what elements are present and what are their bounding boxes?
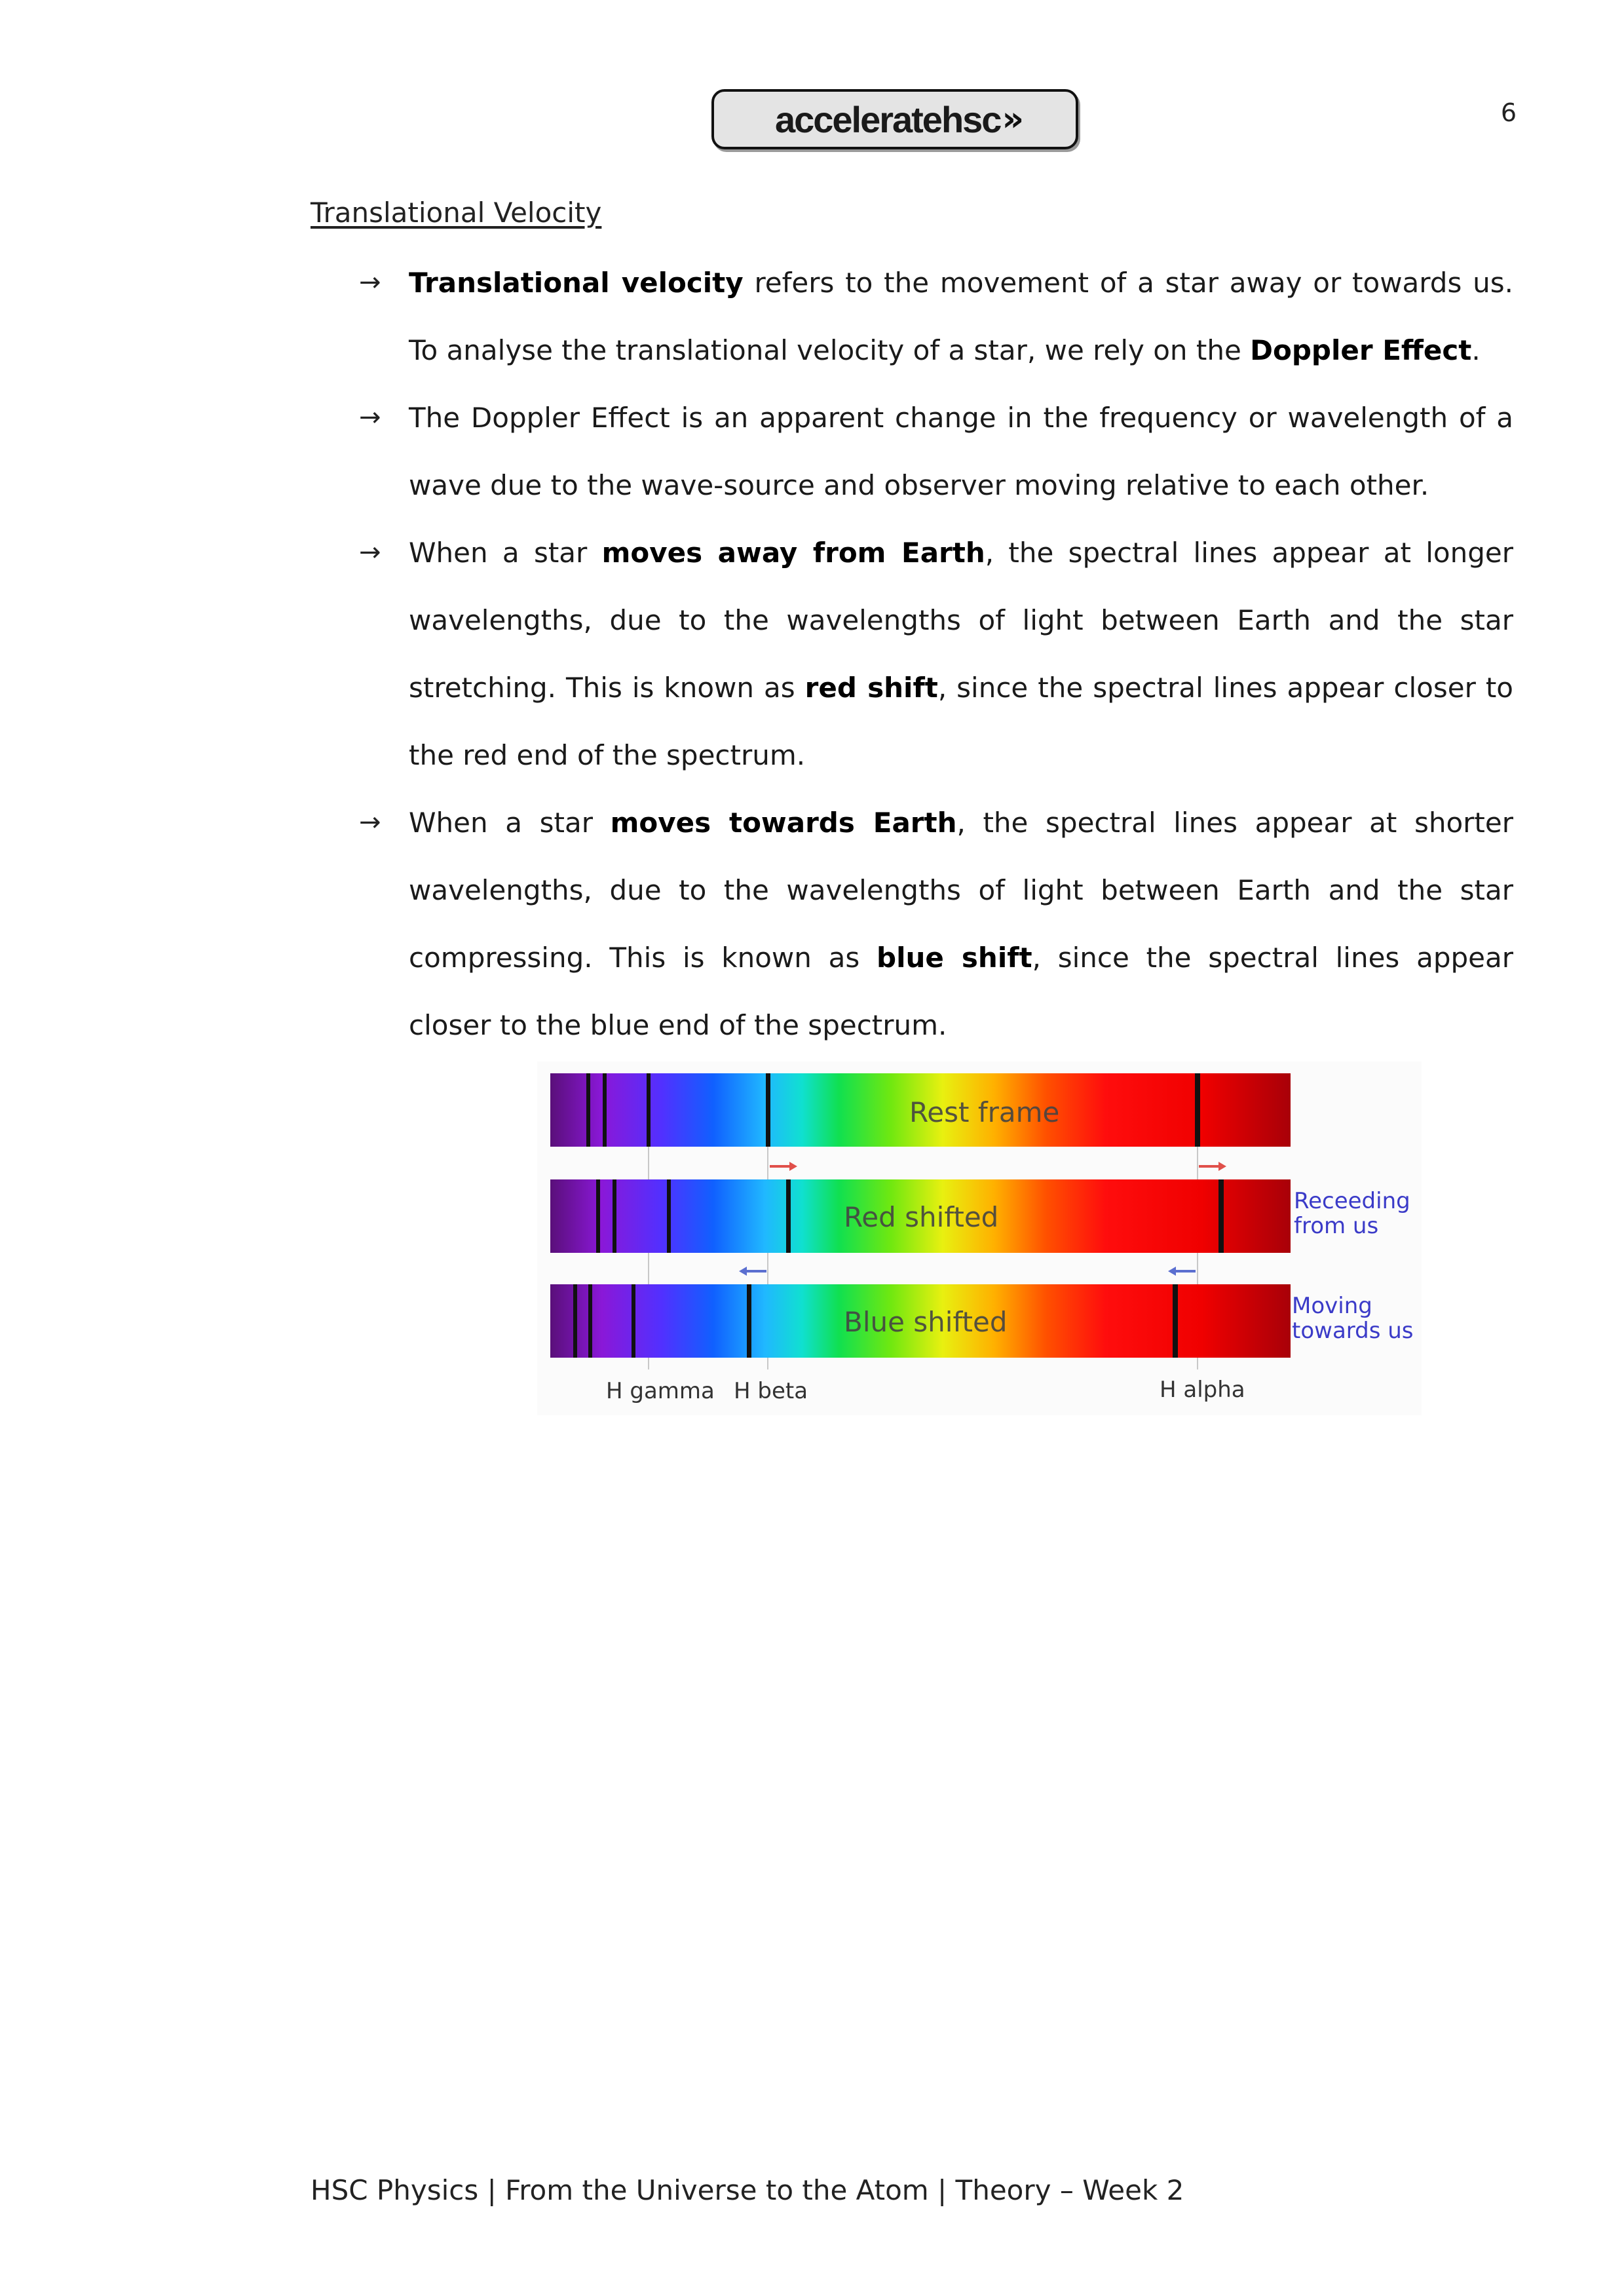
term-doppler-effect: Doppler Effect: [1250, 334, 1472, 366]
band-label-rest-frame: Rest frame: [909, 1096, 1060, 1128]
bullet-list: [359, 249, 1513, 1059]
term-moves-towards: moves towards Earth: [610, 807, 957, 839]
side-label-receding-1: Receeding: [1294, 1188, 1410, 1214]
line-label-h-beta: H beta: [734, 1378, 808, 1404]
blue-arrow-icon: [739, 1267, 766, 1276]
logo-text: acceleratehsc: [774, 98, 1001, 140]
bullet-text: When a star: [409, 537, 602, 569]
arrow-right-icon: →: [359, 402, 381, 432]
term-moves-away: moves away from Earth: [601, 537, 985, 569]
list-item: [359, 789, 1513, 1059]
footer-text: HSC Physics | From the Universe to the Atom | Theory – Week 2: [311, 2174, 1184, 2206]
arrow-right-icon: →: [359, 537, 381, 567]
line-label-h-gamma: H gamma: [606, 1378, 715, 1404]
line-label-h-alpha: H alpha: [1160, 1377, 1245, 1403]
band-label-blue-shifted: Blue shifted: [844, 1306, 1008, 1338]
term-red-shift: red shift: [804, 672, 938, 704]
side-label-receding-2: from us: [1294, 1213, 1379, 1239]
bullet-text: When a star: [409, 807, 611, 839]
doppler-spectrum-figure: [537, 1062, 1422, 1415]
red-arrow-icon: [770, 1162, 797, 1171]
logo-badge: [711, 89, 1078, 149]
bullet-text: , since the spectral lines appear closer to the blue end of the spectrum.: [409, 942, 1513, 1041]
spectrum-diagram: [537, 1062, 1422, 1415]
page-number: 6: [1500, 98, 1517, 127]
bullet-text: , the spectral lines appear at longer wavelengths, due to the wavelengths of light between Earth and the star stretching. This is known as: [409, 537, 1513, 704]
section-heading: Translational Velocity: [311, 197, 602, 229]
list-item: [359, 384, 1513, 519]
list-item: [359, 519, 1513, 789]
term-blue-shift: blue shift: [877, 942, 1032, 974]
side-label-moving-2: towards us: [1292, 1318, 1414, 1344]
bullet-text: The Doppler Effect is an apparent change in the frequency or wavelength of a wave due to the wave-source and observer moving relative to each other.: [409, 402, 1513, 501]
blue-arrow-icon: [1168, 1267, 1196, 1276]
term-translational-velocity: Translational velocity: [409, 267, 744, 299]
bullet-text: , since the spectral lines appear closer to the red end of the spectrum.: [409, 672, 1514, 771]
band-blue-shifted: [550, 1284, 1291, 1358]
chevron-right-icon: »: [1002, 100, 1015, 139]
band-rest-frame: [550, 1073, 1291, 1147]
band-red-shifted: [550, 1179, 1291, 1253]
bullet-text: refers to the movement of a star away or towards us. To analyse the translational velocity of a star, we rely on the: [409, 267, 1513, 366]
side-label-moving-1: Moving: [1292, 1293, 1372, 1319]
list-item: [359, 249, 1513, 384]
red-arrow-icon: [1199, 1162, 1226, 1171]
band-label-red-shifted: Red shifted: [844, 1201, 999, 1233]
arrow-right-icon: →: [359, 267, 381, 297]
bullet-text: .: [1471, 334, 1481, 366]
arrow-right-icon: →: [359, 807, 381, 837]
bullet-text: , the spectral lines appear at shorter wavelengths, due to the wavelengths of light between Earth and the star compressing. This is known as: [409, 807, 1514, 974]
